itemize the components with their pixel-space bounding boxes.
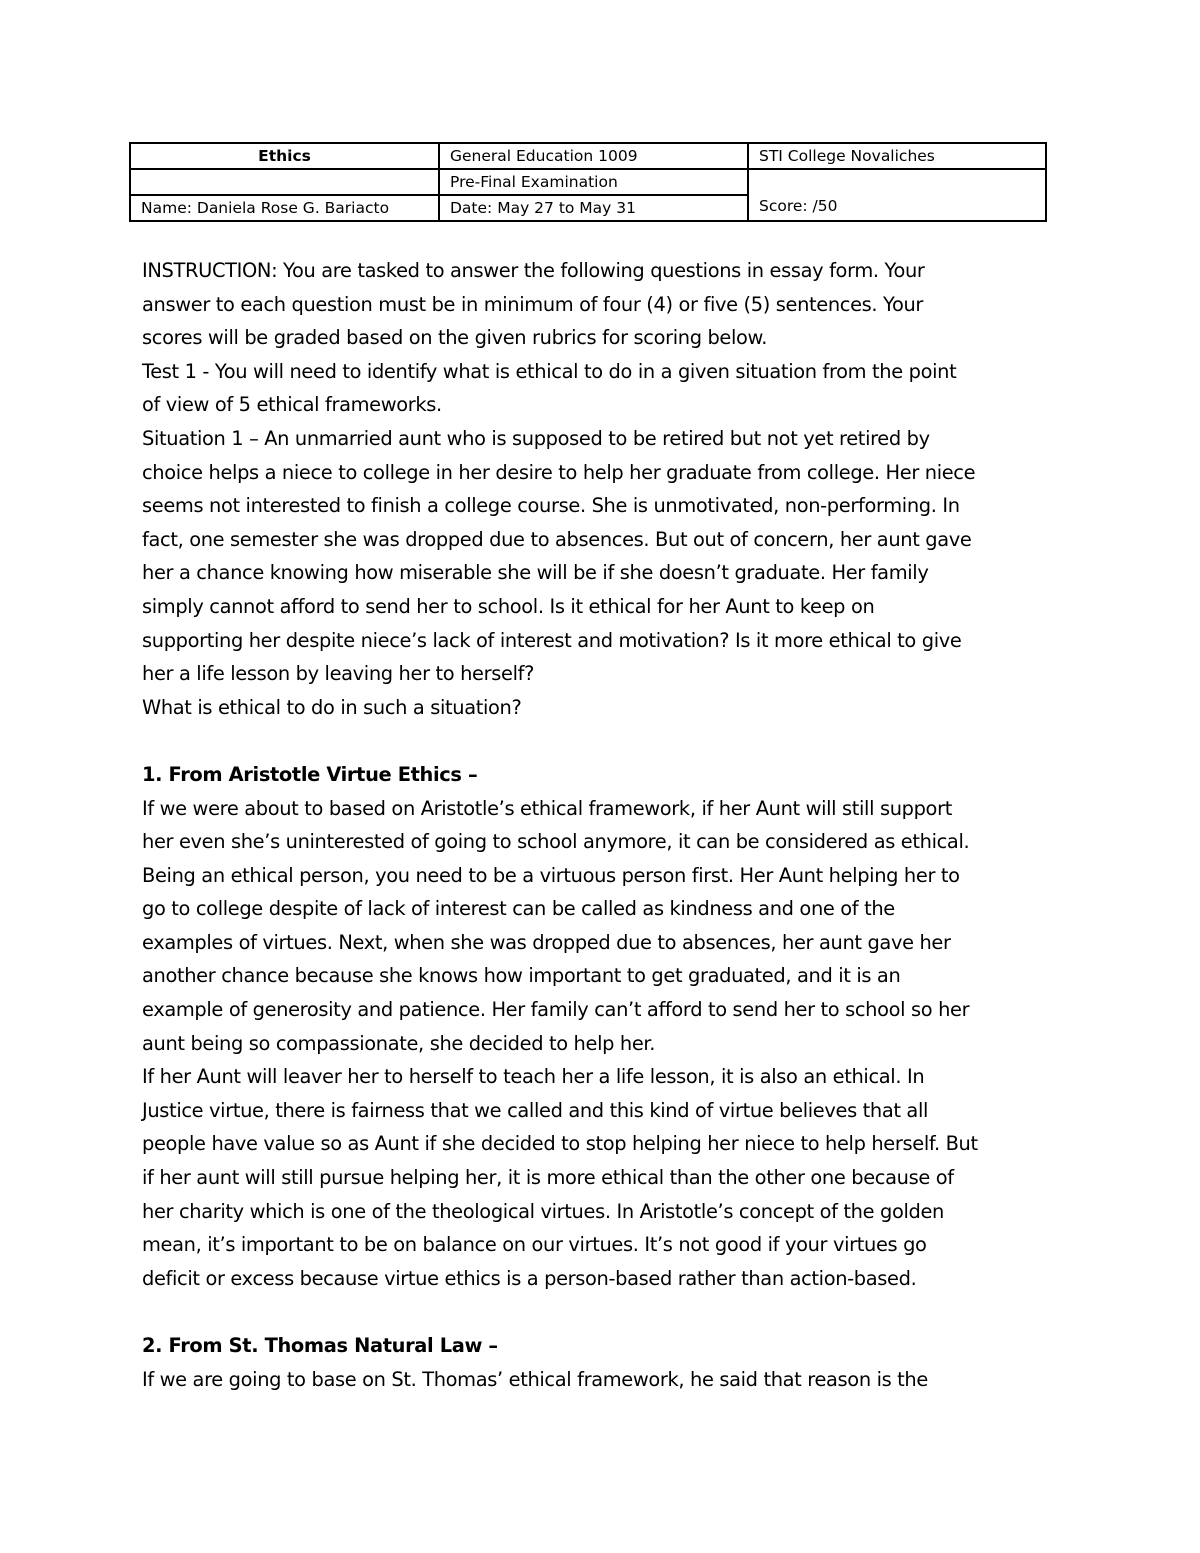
instruction-block xyxy=(142,254,1072,724)
answer-line: deficit or excess because virtue ethics is a person-based rather than action-based. xyxy=(142,1266,917,1290)
answer-line: examples of virtues. Next, when she was dropped due to absences, her aunt gave her xyxy=(142,930,951,954)
instruction-line: fact, one semester she was dropped due to absences. But out of concern, her aunt gave xyxy=(142,527,972,551)
section-heading: 1. From Aristotle Virtue Ethics – xyxy=(142,762,478,786)
instruction-line: supporting her despite niece’s lack of interest and motivation? Is it more ethical to give xyxy=(142,628,962,652)
answer-line: her charity which is one of the theological virtues. In Aristotle’s concept of the golden xyxy=(142,1199,944,1223)
score-cell: Score: /50 xyxy=(748,169,1046,221)
answer-line: example of generosity and patience. Her family can’t afford to send her to school so her xyxy=(142,998,970,1022)
school-cell: STI College Novaliches xyxy=(748,143,1046,169)
blank-cell xyxy=(130,169,439,195)
course-cell: General Education 1009 xyxy=(439,143,748,169)
section-aristotle xyxy=(142,758,1072,1296)
instruction-line: her a chance knowing how miserable she will be if she doesn’t graduate. Her family xyxy=(142,561,929,585)
subject-cell: Ethics xyxy=(130,143,439,169)
section-st-thomas xyxy=(142,1329,1072,1396)
instruction-line: choice helps a niece to college in her desire to help her graduate from college. Her niece xyxy=(142,460,976,484)
date-cell: Date: May 27 to May 31 xyxy=(439,195,748,221)
answer-line: If we were about to based on Aristotle’s ethical framework, if her Aunt will still support xyxy=(142,796,952,820)
exam-cell: Pre-Final Examination xyxy=(439,169,748,195)
instruction-line: Situation 1 – An unmarried aunt who is supposed to be retired but not yet retired by xyxy=(142,426,930,450)
answer-line: if her aunt will still pursue helping her, it is more ethical than the other one because of xyxy=(142,1166,954,1190)
answer-line: Justice virtue, there is fairness that we called and this kind of virtue believes that all xyxy=(142,1098,929,1122)
answer-line: Being an ethical person, you need to be a virtuous person first. Her Aunt helping her to xyxy=(142,863,960,887)
answer-line: her even she’s uninterested of going to school anymore, it can be considered as ethical. xyxy=(142,830,970,854)
exam-header-table xyxy=(129,142,1047,222)
instruction-line: Test 1 - You will need to identify what is ethical to do in a given situation from the point xyxy=(142,359,957,383)
instruction-line: seems not interested to finish a college course. She is unmotivated, non-performing. In xyxy=(142,494,960,518)
answer-line: mean, it’s important to be on balance on our virtues. It’s not good if your virtues go xyxy=(142,1233,927,1257)
answer-line: another chance because she knows how important to get graduated, and it is an xyxy=(142,964,901,988)
answer-line: go to college despite of lack of interest can be called as kindness and one of the xyxy=(142,897,895,921)
answer-line: If we are going to base on St. Thomas’ ethical framework, he said that reason is the xyxy=(142,1367,928,1391)
instruction-line: answer to each question must be in minimum of four (4) or five (5) sentences. Your xyxy=(142,292,924,316)
answer-line: people have value so as Aunt if she decided to stop helping her niece to help herself. But xyxy=(142,1132,978,1156)
paragraph-gap xyxy=(142,1295,1072,1329)
instruction-line: scores will be graded based on the given rubrics for scoring below. xyxy=(142,326,768,350)
answer-line: If her Aunt will leaver her to herself to teach her a life lesson, it is also an ethical. In xyxy=(142,1065,925,1089)
section-heading: 2. From St. Thomas Natural Law – xyxy=(142,1334,498,1357)
instruction-line: What is ethical to do in such a situation? xyxy=(142,695,522,719)
instruction-line: of view of 5 ethical frameworks. xyxy=(142,393,442,417)
name-cell: Name: Daniela Rose G. Bariacto xyxy=(130,195,439,221)
instruction-line: her a life lesson by leaving her to herself? xyxy=(142,662,535,686)
instruction-line: INSTRUCTION: You are tasked to answer the following questions in essay form. Your xyxy=(142,259,925,282)
instruction-line: simply cannot afford to send her to school. Is it ethical for her Aunt to keep on xyxy=(142,594,875,618)
answer-line: aunt being so compassionate, she decided to help her. xyxy=(142,1031,656,1055)
document-body xyxy=(142,254,1072,1396)
paragraph-gap xyxy=(142,724,1072,758)
